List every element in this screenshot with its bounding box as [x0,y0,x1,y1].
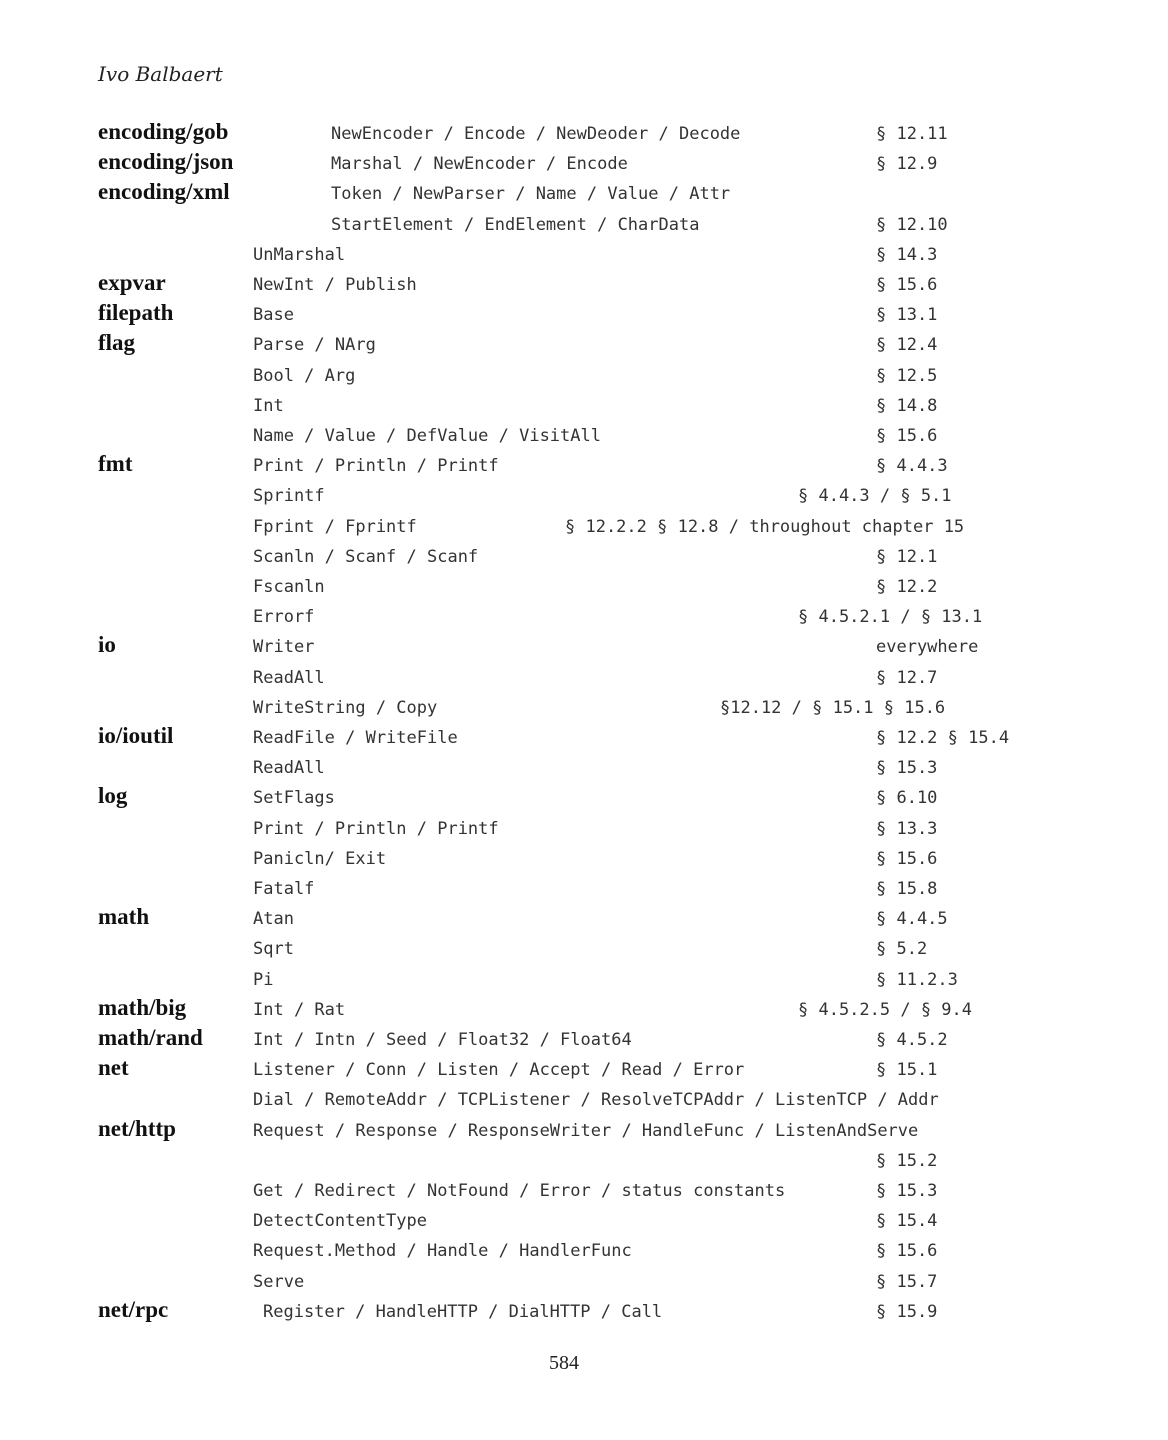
page-number: 584 [549,1352,579,1374]
index-row [0,1234,1168,1264]
function-list: Base [253,305,294,326]
package-name: encoding/gob [98,119,229,144]
section-reference: § 6.10 [876,788,938,809]
section-reference: § 15.8 [876,879,938,899]
index-row [0,721,1168,751]
package-name: encoding/json [98,149,234,175]
package-name: net/http [98,1115,176,1141]
index-row [0,661,1168,691]
function-list: Fscanln [253,577,325,597]
section-reference: § 12.4 [876,335,938,356]
section-reference: § 15.6 [876,848,938,869]
section-reference: § 15.6 [876,1241,938,1262]
package-name: expvar [98,270,166,295]
package-name: net/rpc [98,1296,169,1322]
index-row [0,812,1168,842]
index-row [0,1053,1168,1083]
function-list: Request.Method / Handle / HandlerFunc [253,1241,632,1262]
section-reference: § 12.2 § 15.4 [876,728,1010,748]
function-list: ReadAll [253,758,325,779]
function-list: Scanln / Scanf / Scanf [253,546,479,567]
index-row [0,570,1168,600]
section-reference: § 4.4.3 / § 5.1 [798,486,952,507]
section-reference: § 12.5 [876,365,938,386]
index-row [0,1265,1168,1295]
function-list: ReadAll [253,667,325,688]
index-row [0,1174,1168,1204]
index-row [0,389,1168,419]
index-row [0,1023,1168,1053]
package-name: log [98,783,128,809]
index-row [0,872,1168,902]
section-reference: § 14.8 [876,395,938,416]
section-reference: § 15.1 [876,1060,938,1081]
index-row [0,842,1168,872]
section-reference: § 15.9 [876,1301,938,1322]
index-row [0,1144,1168,1174]
index-row [0,932,1168,962]
section-reference: § 14.3 [876,244,938,265]
index-row [0,449,1168,479]
function-list: Print / Println / Printf [253,456,499,477]
section-reference: § 12.11 [876,124,948,144]
function-list: Pi [253,969,274,990]
function-list: Int / Rat [253,999,346,1020]
function-list: Print / Println / Printf [253,818,499,839]
function-list: SetFlags [253,788,335,809]
function-list: Fatalf [253,879,315,899]
function-list: Marshal / NewEncoder / Encode [331,154,628,175]
function-list: Serve [253,1271,305,1292]
running-header-author: Ivo Balbaert [98,62,223,86]
index-row [0,359,1168,389]
function-list: Sqrt [253,939,294,960]
package-name: io [98,632,116,658]
package-name: io/ioutil [98,723,174,748]
package-name: math [98,904,150,930]
function-list: Token / NewParser / Name / Value / Attr [331,184,731,205]
section-reference: § 15.4 [876,1211,938,1232]
index-row [0,268,1168,298]
section-reference: § 12.2 [876,577,938,597]
function-list: Name / Value / DefValue / VisitAll [253,426,601,446]
section-reference: § 15.2 [876,1150,938,1171]
index-row [0,781,1168,811]
package-name: filepath [98,300,174,326]
index-row [0,298,1168,328]
section-reference: § 15.6 [876,275,938,295]
function-list: Errorf [253,607,315,628]
index-row [0,479,1168,509]
index-row [0,117,1168,147]
package-name: math/rand [98,1025,203,1050]
section-reference: § 12.2.2 § 12.8 / throughout chapter 15 [565,516,965,537]
package-name: encoding/xml [98,179,230,205]
section-reference: § 11.2.3 [876,969,958,990]
index-row [0,600,1168,630]
index-row [0,540,1168,570]
function-list: Panicln/ Exit [253,848,387,869]
index-row [0,328,1168,358]
section-reference: § 12.10 [876,214,948,235]
function-list: DetectContentType [253,1211,427,1232]
index-row [0,1083,1168,1113]
index-row [0,238,1168,268]
function-list: WriteString / Copy [253,697,438,718]
function-list: NewEncoder / Encode / NewDeoder / Decode [331,124,741,144]
function-list: StartElement / EndElement / CharData [331,214,700,235]
section-reference: §12.12 / § 15.1 § 15.6 [720,697,946,718]
section-reference: § 13.1 [876,305,938,326]
package-name: net [98,1055,129,1081]
section-reference: § 15.6 [876,426,938,446]
section-reference: everywhere [876,637,979,658]
function-list: Listener / Conn / Listen / Accept / Read / Error [253,1060,745,1081]
function-list: Int [253,395,284,416]
function-list: ReadFile / WriteFile [253,728,458,748]
index-row [0,902,1168,932]
index-row [0,1114,1168,1144]
package-name: fmt [98,451,133,477]
index-row [0,147,1168,177]
function-list: Bool / Arg [253,365,356,386]
section-reference: § 4.5.2.1 / § 13.1 [798,607,983,628]
index-row [0,691,1168,721]
function-list: Writer [253,637,315,658]
function-list: UnMarshal [253,244,346,265]
section-reference: § 4.5.2 [876,1030,948,1050]
section-reference: § 4.4.3 [876,456,948,477]
index-row [0,751,1168,781]
section-reference: § 15.7 [876,1271,938,1292]
function-list: Sprintf [253,486,325,507]
function-list: Register / HandleHTTP / DialHTTP / Call [263,1301,663,1322]
index-row [0,1295,1168,1325]
section-reference: § 5.2 [876,939,928,960]
package-name: flag [98,330,136,356]
section-reference: § 12.7 [876,667,938,688]
index-row [0,1204,1168,1234]
index-row [0,177,1168,207]
function-list: NewInt / Publish [253,275,417,295]
index-row [0,963,1168,993]
index-row [0,630,1168,660]
section-reference: § 15.3 [876,1181,938,1201]
package-name: math/big [98,994,187,1020]
section-reference: § 4.4.5 [876,909,948,930]
index-row [0,208,1168,238]
function-list: Dial / RemoteAddr / TCPListener / ResolveTCPAddr / ListenTCP / Addr [253,1090,939,1111]
function-list: Atan [253,909,294,930]
section-reference: § 4.5.2.5 / § 9.4 [798,999,972,1020]
index-row [0,993,1168,1023]
function-list: Fprint / Fprintf [253,516,417,537]
index-row [0,510,1168,540]
function-list: Parse / NArg [253,335,376,356]
section-reference: § 12.9 [876,154,938,175]
index-row [0,419,1168,449]
section-reference: § 12.1 [876,546,938,567]
function-list: Int / Intn / Seed / Float32 / Float64 [253,1030,632,1050]
section-reference: § 13.3 [876,818,938,839]
function-list: Request / Response / ResponseWriter / HandleFunc / ListenAndServe [253,1120,919,1141]
function-list: Get / Redirect / NotFound / Error / status constants [253,1181,786,1201]
section-reference: § 15.3 [876,758,938,779]
